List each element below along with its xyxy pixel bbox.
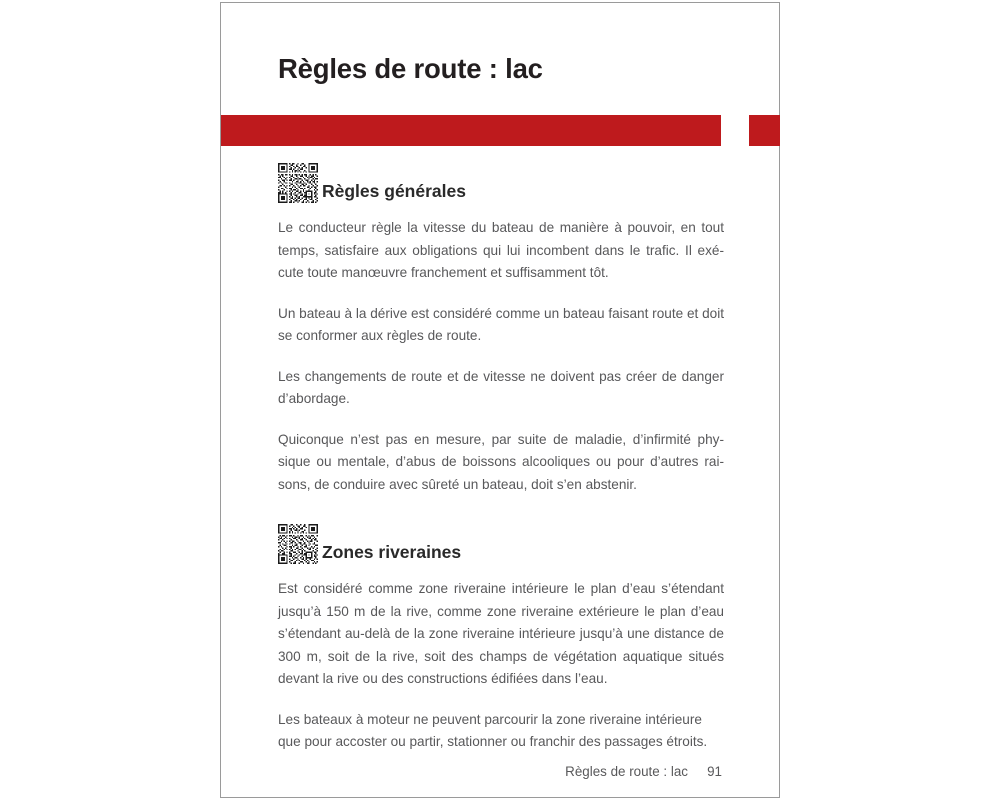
section-regles-generales [278, 163, 724, 496]
footer-chapter-label: Règles de route : lac [565, 764, 688, 779]
section-heading-label: Règles générales [322, 180, 466, 201]
qr-code-icon [278, 524, 318, 564]
section-heading [278, 163, 724, 203]
page-number: 91 [707, 764, 722, 779]
section-heading [278, 524, 724, 564]
title-red-rule [221, 115, 721, 146]
chapter-edge-tab [749, 115, 780, 146]
page-footer [565, 764, 722, 779]
section-heading-label: Zones riveraines [322, 541, 462, 562]
section-body [278, 578, 724, 754]
paragraph: Les changements de route et de vitesse ne doivent pas créer de danger d’abordage. [278, 368, 724, 406]
paragraph: Le conducteur règle la vitesse du bateau de manière à pouvoir, en tout temps, satisfaire aux obligations qui lui incombent dans le trafic. Il exé-cute toute manœuvre franchement et suffisamment tôt. [278, 220, 724, 280]
page-title: Règles de route : lac [278, 53, 543, 84]
document-page [220, 2, 780, 798]
paragraph: Quiconque n’est pas en mesure, par suite de maladie, d’infirmité phy-sique ou mentale, d’abus de boissons alcooliques ou pour d’autres rai-sons, de conduire avec sûreté un bateau, doit s’en abstenir. [278, 431, 724, 492]
paragraph: Les bateaux à moteur ne peuvent parcourir la zone riveraine intérieure que pour accoster ou partir, stationner ou franchir des passages étroits. [278, 711, 708, 749]
page-content [278, 163, 724, 754]
section-zones-riveraines [278, 524, 724, 754]
paragraph: Un bateau à la dérive est considéré comme un bateau faisant route et doit se conformer aux règles de route. [278, 305, 724, 343]
paragraph: Est considéré comme zone riveraine intérieure le plan d’eau s’étendant jusqu’à 150 m de la rive, comme zone riveraine extérieure le plan d’eau s’étendant au-delà de la zone riveraine intérieure jusqu’à une distance de 300 m, soit de la rive, soit des champs de végétation aquatique situés devant la rive ou des constructions édifiées dans l’eau. [278, 581, 724, 686]
qr-code-icon [278, 163, 318, 203]
section-body [278, 217, 724, 496]
